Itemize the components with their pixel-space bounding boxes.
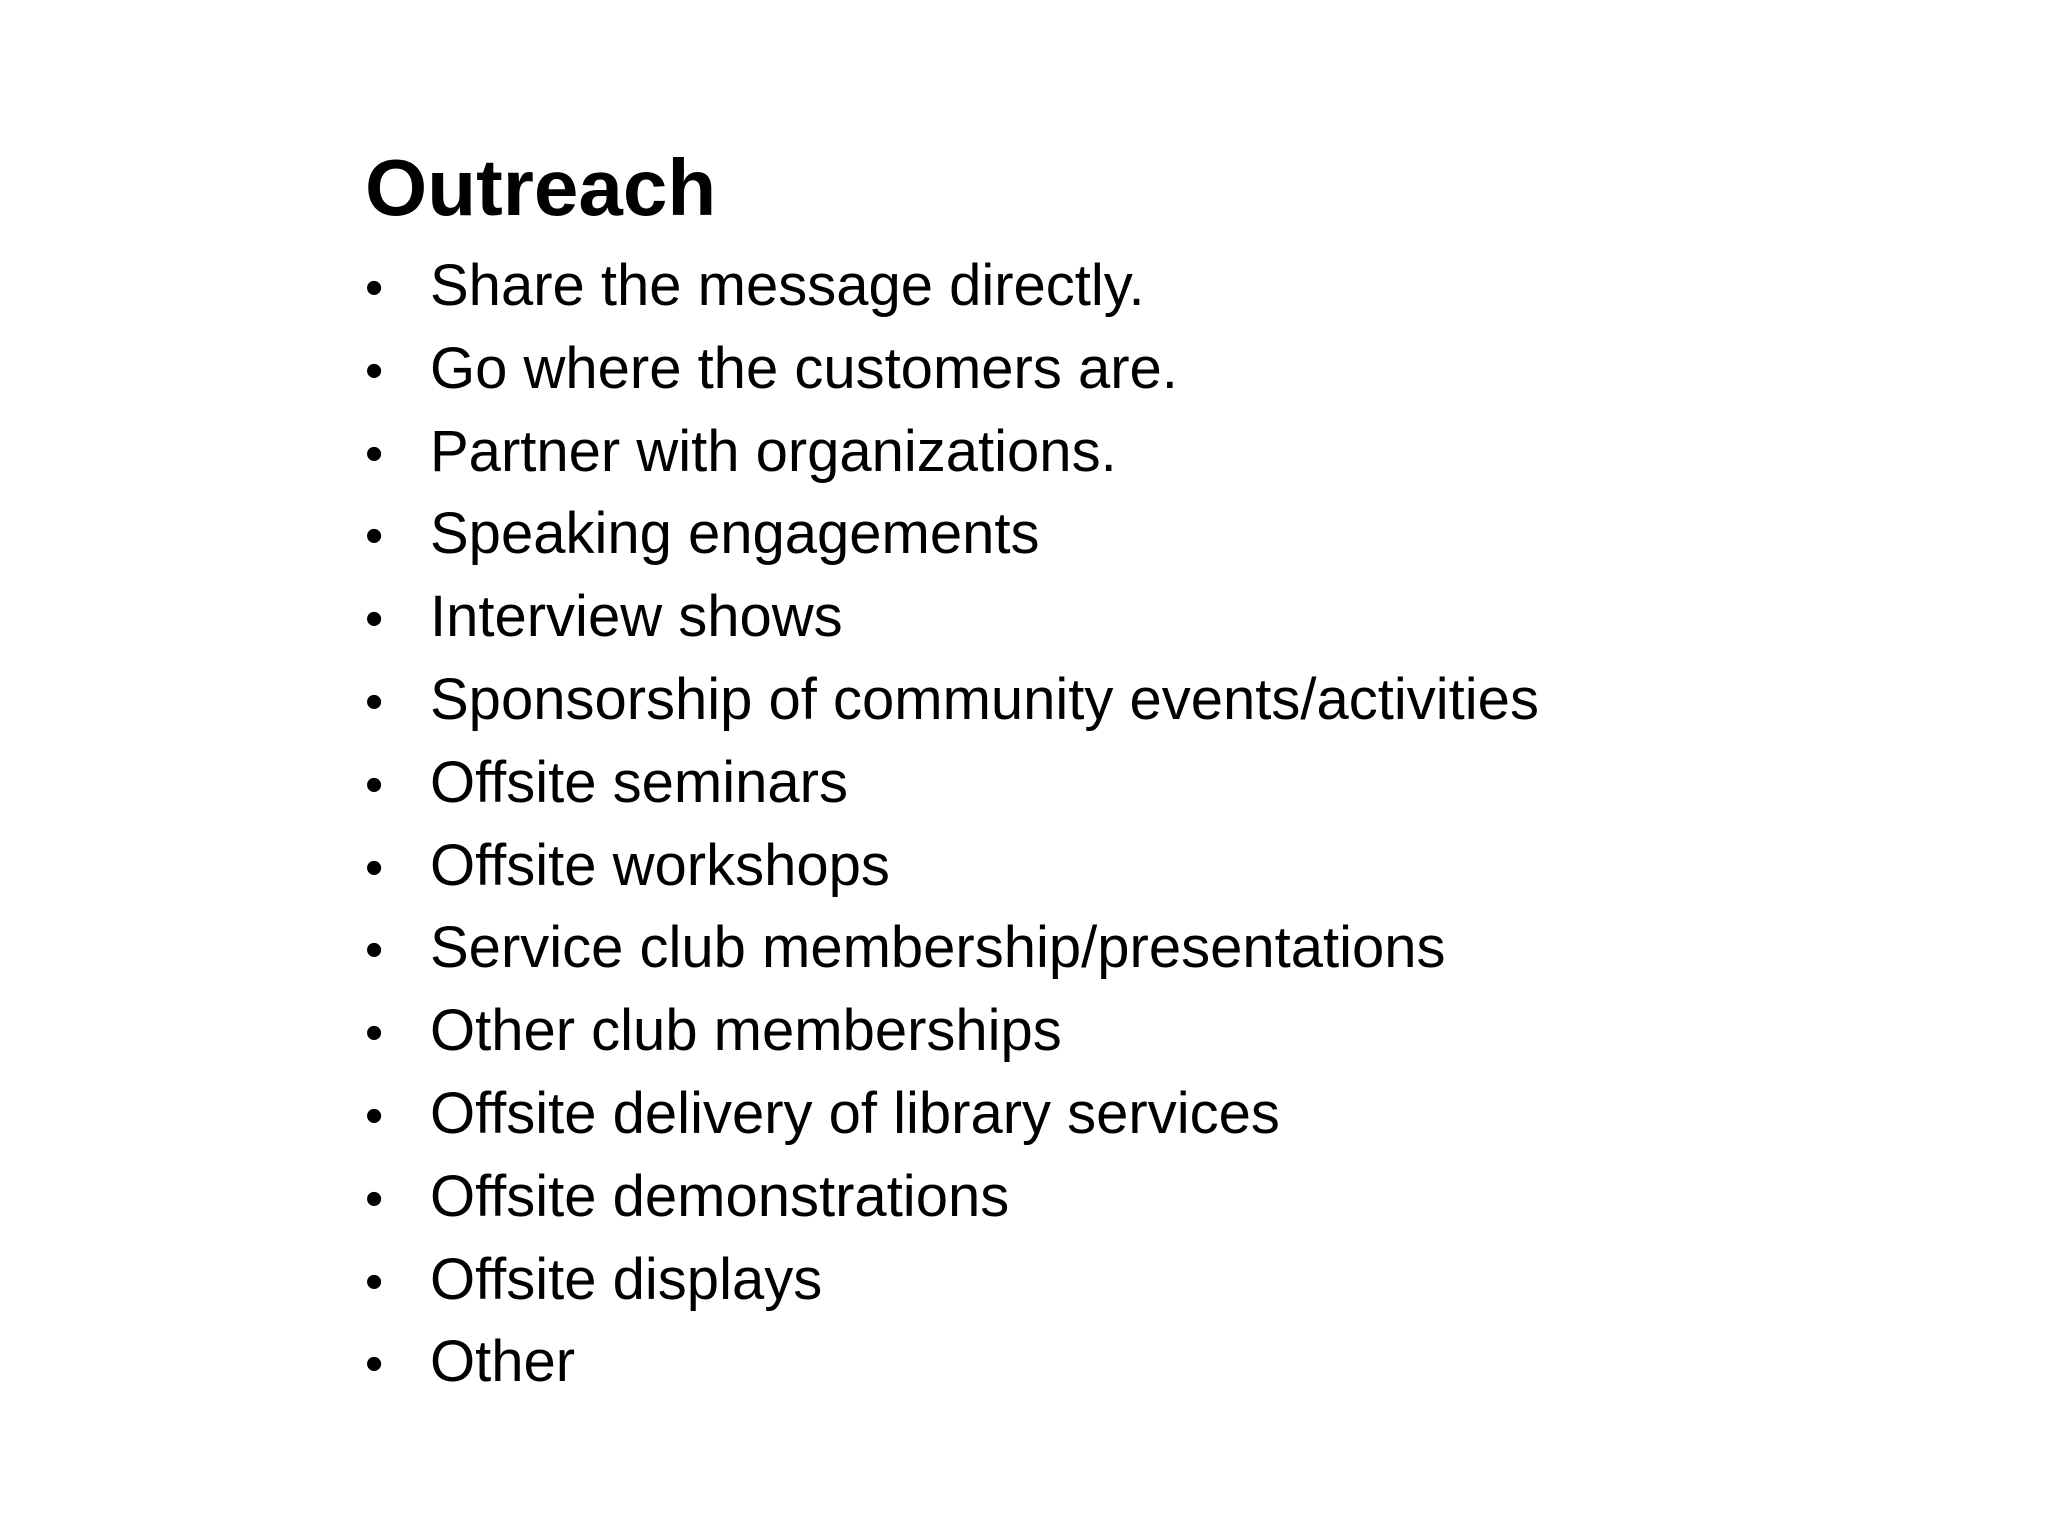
bullet-icon: • (365, 921, 384, 980)
list-item-text: Other (430, 1329, 576, 1395)
list-item (365, 411, 1539, 494)
list-item-text: Sponsorship of community events/activities (430, 666, 1539, 732)
bullet-icon: • (365, 1335, 384, 1394)
bullet-icon: • (365, 1086, 384, 1145)
bullet-icon: • (365, 1252, 384, 1311)
list-item-text: Share the message directly. (430, 253, 1145, 318)
list-item (365, 825, 1539, 908)
bullet-icon: • (365, 424, 384, 483)
list-item (365, 1321, 1539, 1404)
list-item-text: Interview shows (430, 584, 843, 650)
list-item (365, 493, 1539, 576)
bullet-icon: • (365, 672, 384, 731)
bullet-icon: • (365, 838, 384, 897)
list-item (365, 576, 1539, 659)
slide-title: Outreach (365, 143, 717, 232)
bullet-icon: • (365, 590, 384, 649)
list-item-text: Offsite seminars (430, 749, 848, 815)
bullet-icon: • (365, 341, 384, 400)
bullet-icon: • (365, 1169, 384, 1228)
list-item-text: Offsite demonstrations (430, 1163, 1010, 1229)
list-item (365, 659, 1539, 742)
list-item (365, 907, 1539, 990)
list-item (365, 742, 1539, 825)
list-item-text: Other club memberships (430, 998, 1062, 1064)
bullet-icon: • (365, 755, 384, 814)
list-item-text: Go where the customers are. (430, 335, 1178, 401)
list-item (365, 245, 1539, 328)
list-item-text: Offsite displays (430, 1246, 823, 1312)
list-item (365, 1156, 1539, 1239)
list-item (365, 990, 1539, 1073)
list-item (365, 1073, 1539, 1156)
list-item-text: Offsite delivery of library services (430, 1080, 1280, 1146)
list-item (365, 328, 1539, 411)
bullet-icon: • (365, 507, 384, 566)
list-item-text: Service club membership/presentations (430, 915, 1446, 981)
list-item-text: Speaking engagements (430, 501, 1040, 567)
bullet-icon: • (365, 1004, 384, 1063)
list-item (365, 1239, 1539, 1322)
list-item-text: Partner with organizations. (430, 418, 1117, 484)
bullet-icon: • (365, 259, 384, 317)
list-item-text: Offsite workshops (430, 832, 890, 898)
bullet-list (365, 245, 1539, 1404)
